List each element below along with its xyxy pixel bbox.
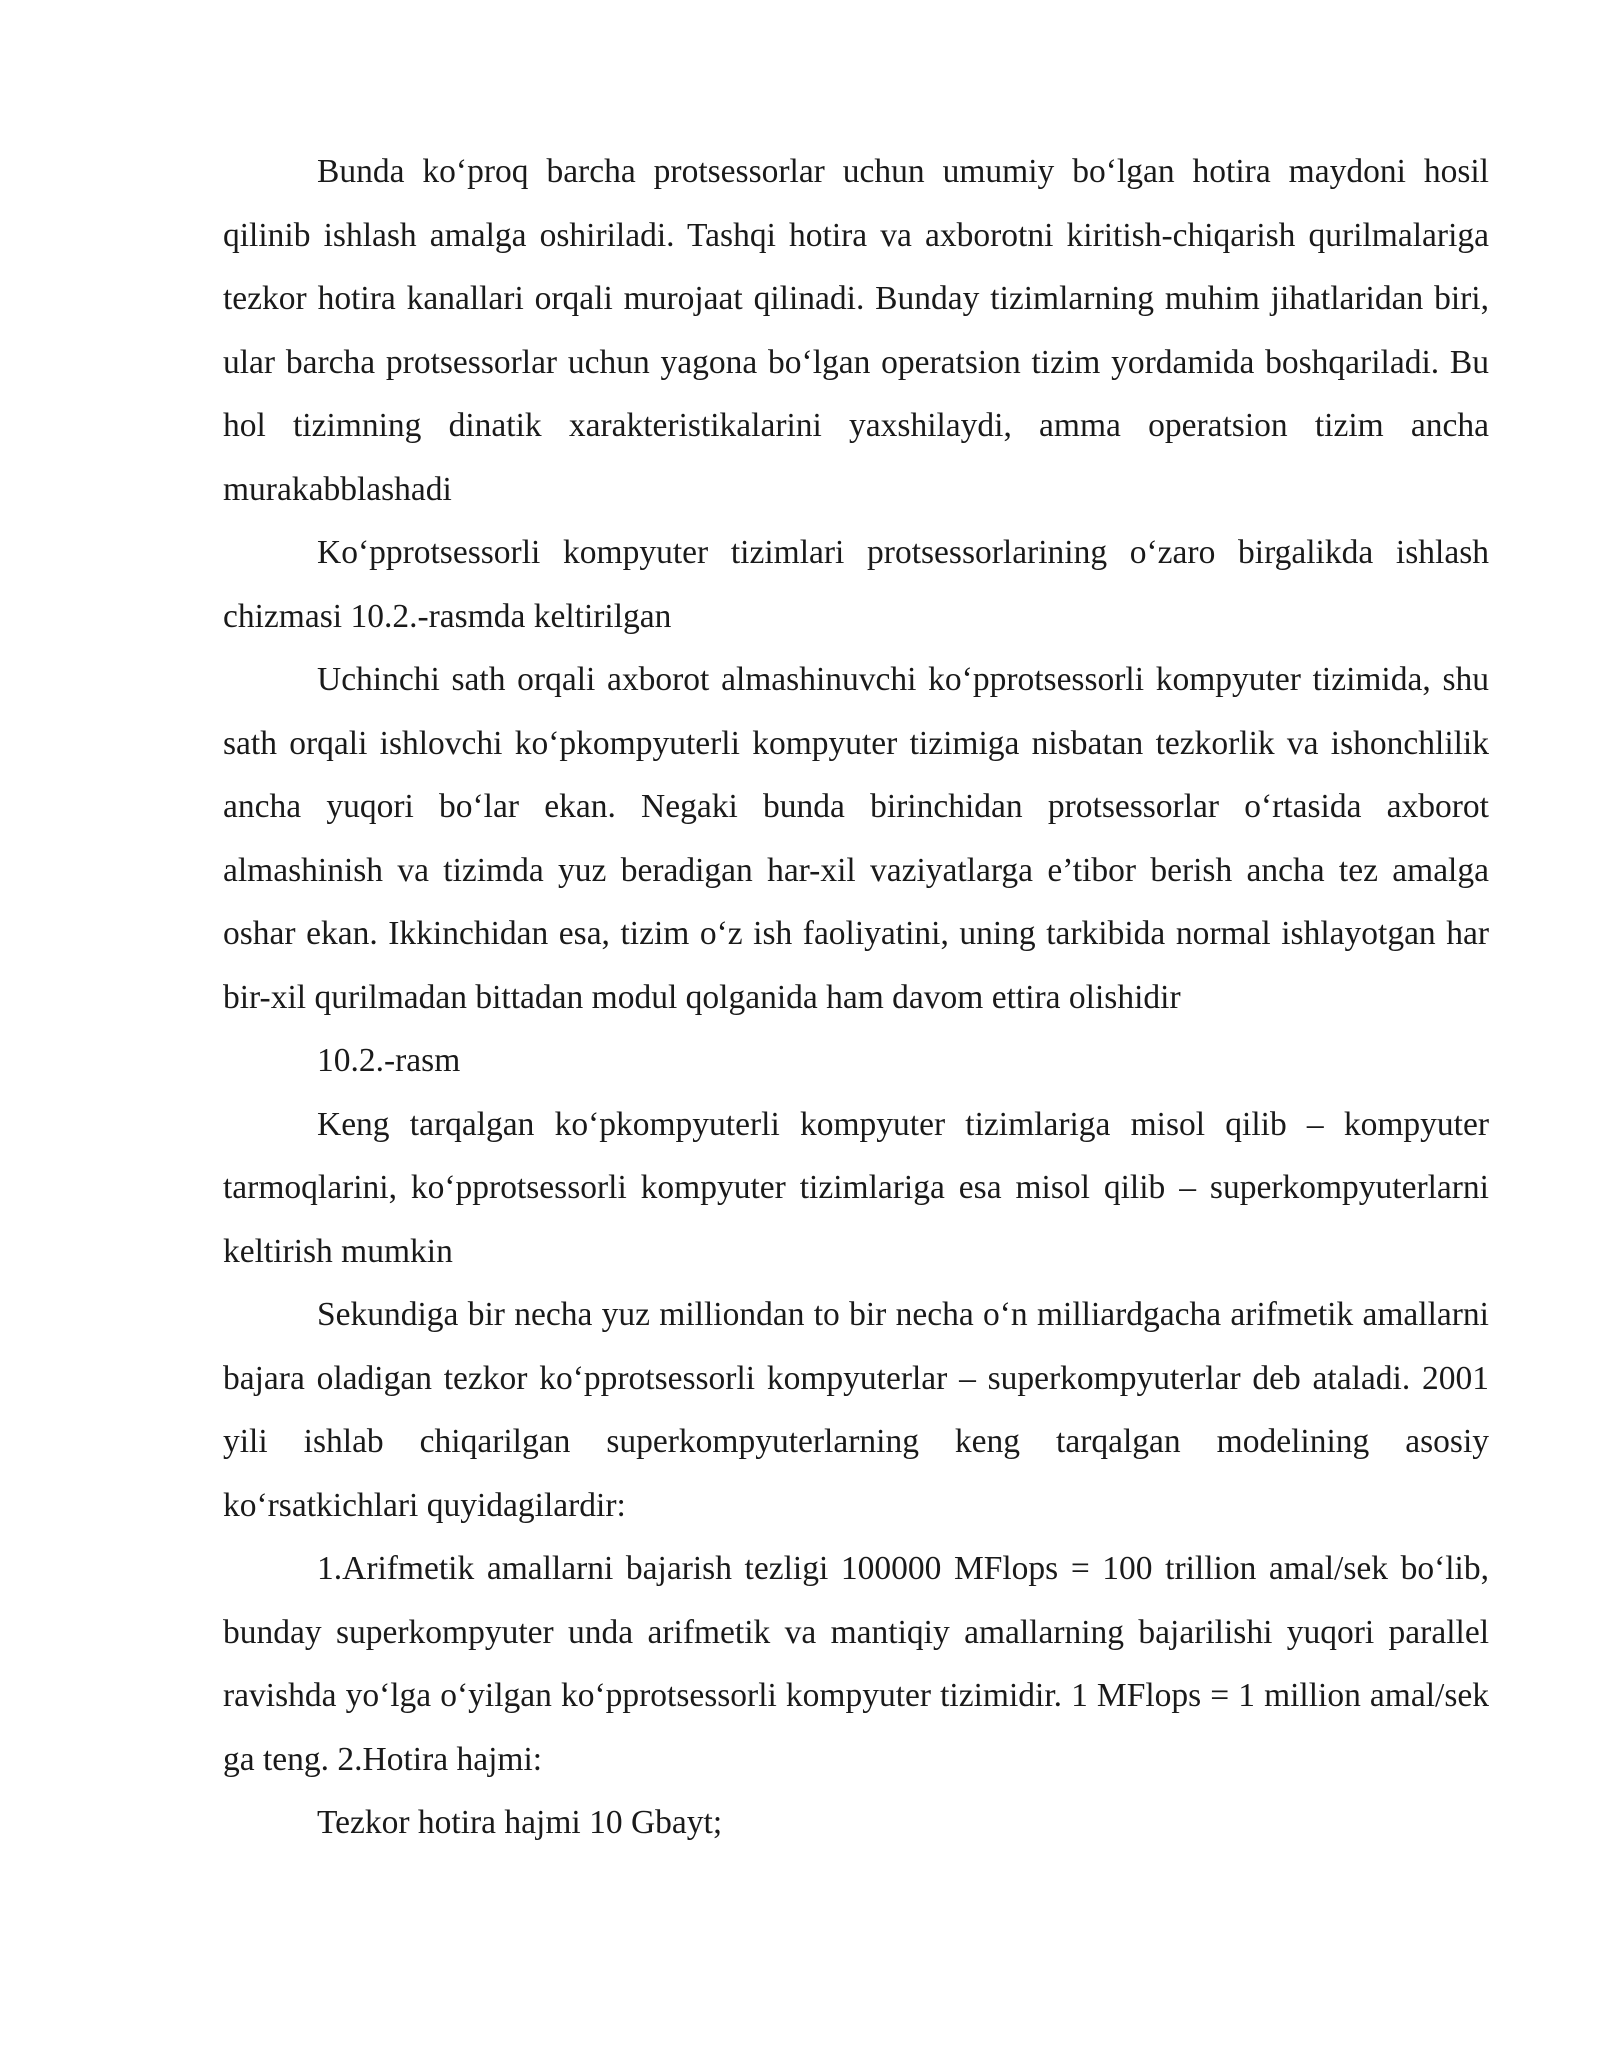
paragraph-interaction-scheme: Ko‘pprotsessorli kompyuter tizimlari protsessorlarining o‘zaro birgalikda ishlash chizmasi 10.2.-rasmda keltirilgan xyxy=(223,534,1489,635)
paragraph-supercomputers: Sekundiga bir necha yuz milliondan to bir necha o‘n milliardgacha arifmetik amallarni bajara oladigan tezkor ko‘pprotsessorli kompyuterlar – superkompyuterlar deb ataladi. 2001 yili ishlab chiqarilgan superkompyuterlarning keng tarqalgan modelining asosiy ko‘rsatkichlari quyidagilardir: xyxy=(223,1296,1489,1524)
figure-caption: 10.2.-rasm xyxy=(317,1042,461,1079)
paragraph-speed-spec: 1.Arifmetik amallarni bajarish tezligi 100000 MFlops = 100 trillion amal/sek bo‘lib, bunday superkompyuter unda arifmetik va mantiqiy amallarning bajarilishi yuqori parallel ravishda yo‘lga o‘yilgan ko‘pprotsessorli kompyuter tizimidir. 1 MFlops = 1 million amal/sek ga teng. 2.Hotira hajmi: xyxy=(223,1550,1489,1778)
paragraph-examples: Keng tarqalgan ko‘pkompyuterli kompyuter tizimlariga misol qilib – kompyuter tarmoqlarini, ko‘pprotsessorli kompyuter tizimlariga esa misol qilib – superkompyuterlarni keltirish mumkin xyxy=(223,1105,1489,1270)
paragraph-shared-memory: Bunda ko‘proq barcha protsessorlar uchun umumiy bo‘lgan hotira maydoni hosil qilinib ishlash amalga oshiriladi. Tashqi hotira va axborotni kiritish-chiqarish qurilmalariga tezkor hotira kanallari orqali murojaat qilinadi. Bunday tizimlarning muhim jihatlaridan biri, ular barcha protsessorlar uchun yagona bo‘lgan operatsion tizim yordamida boshqariladi. Bu hol tizimning dinatik xarakteristikalarini yaxshilaydi, amma operatsion tizim ancha murakabblashadi xyxy=(223,153,1489,508)
document-body xyxy=(223,140,1489,1855)
paragraph-memory-size: Tezkor hotira hajmi 10 Gbayt; xyxy=(317,1804,723,1841)
paragraph-third-level-exchange: Uchinchi sath orqali axborot almashinuvchi ko‘pprotsessorli kompyuter tizimida, shu sath orqali ishlovchi ko‘pkompyuterli kompyuter tizimiga nisbatan tezkorlik va ishonchlilik ancha yuqori bo‘lar ekan. Negaki bunda birinchidan protsessorlar o‘rtasida axborot almashinish va tizimda yuz beradigan har-xil vaziyatlarga e’tibor berish ancha tez amalga oshar ekan. Ikkinchidan esa, tizim o‘z ish faoliyatini, uning tarkibida normal ishlayotgan har bir-xil qurilmadan bittadan modul qolganida ham davom ettira olishidir xyxy=(223,661,1489,1016)
